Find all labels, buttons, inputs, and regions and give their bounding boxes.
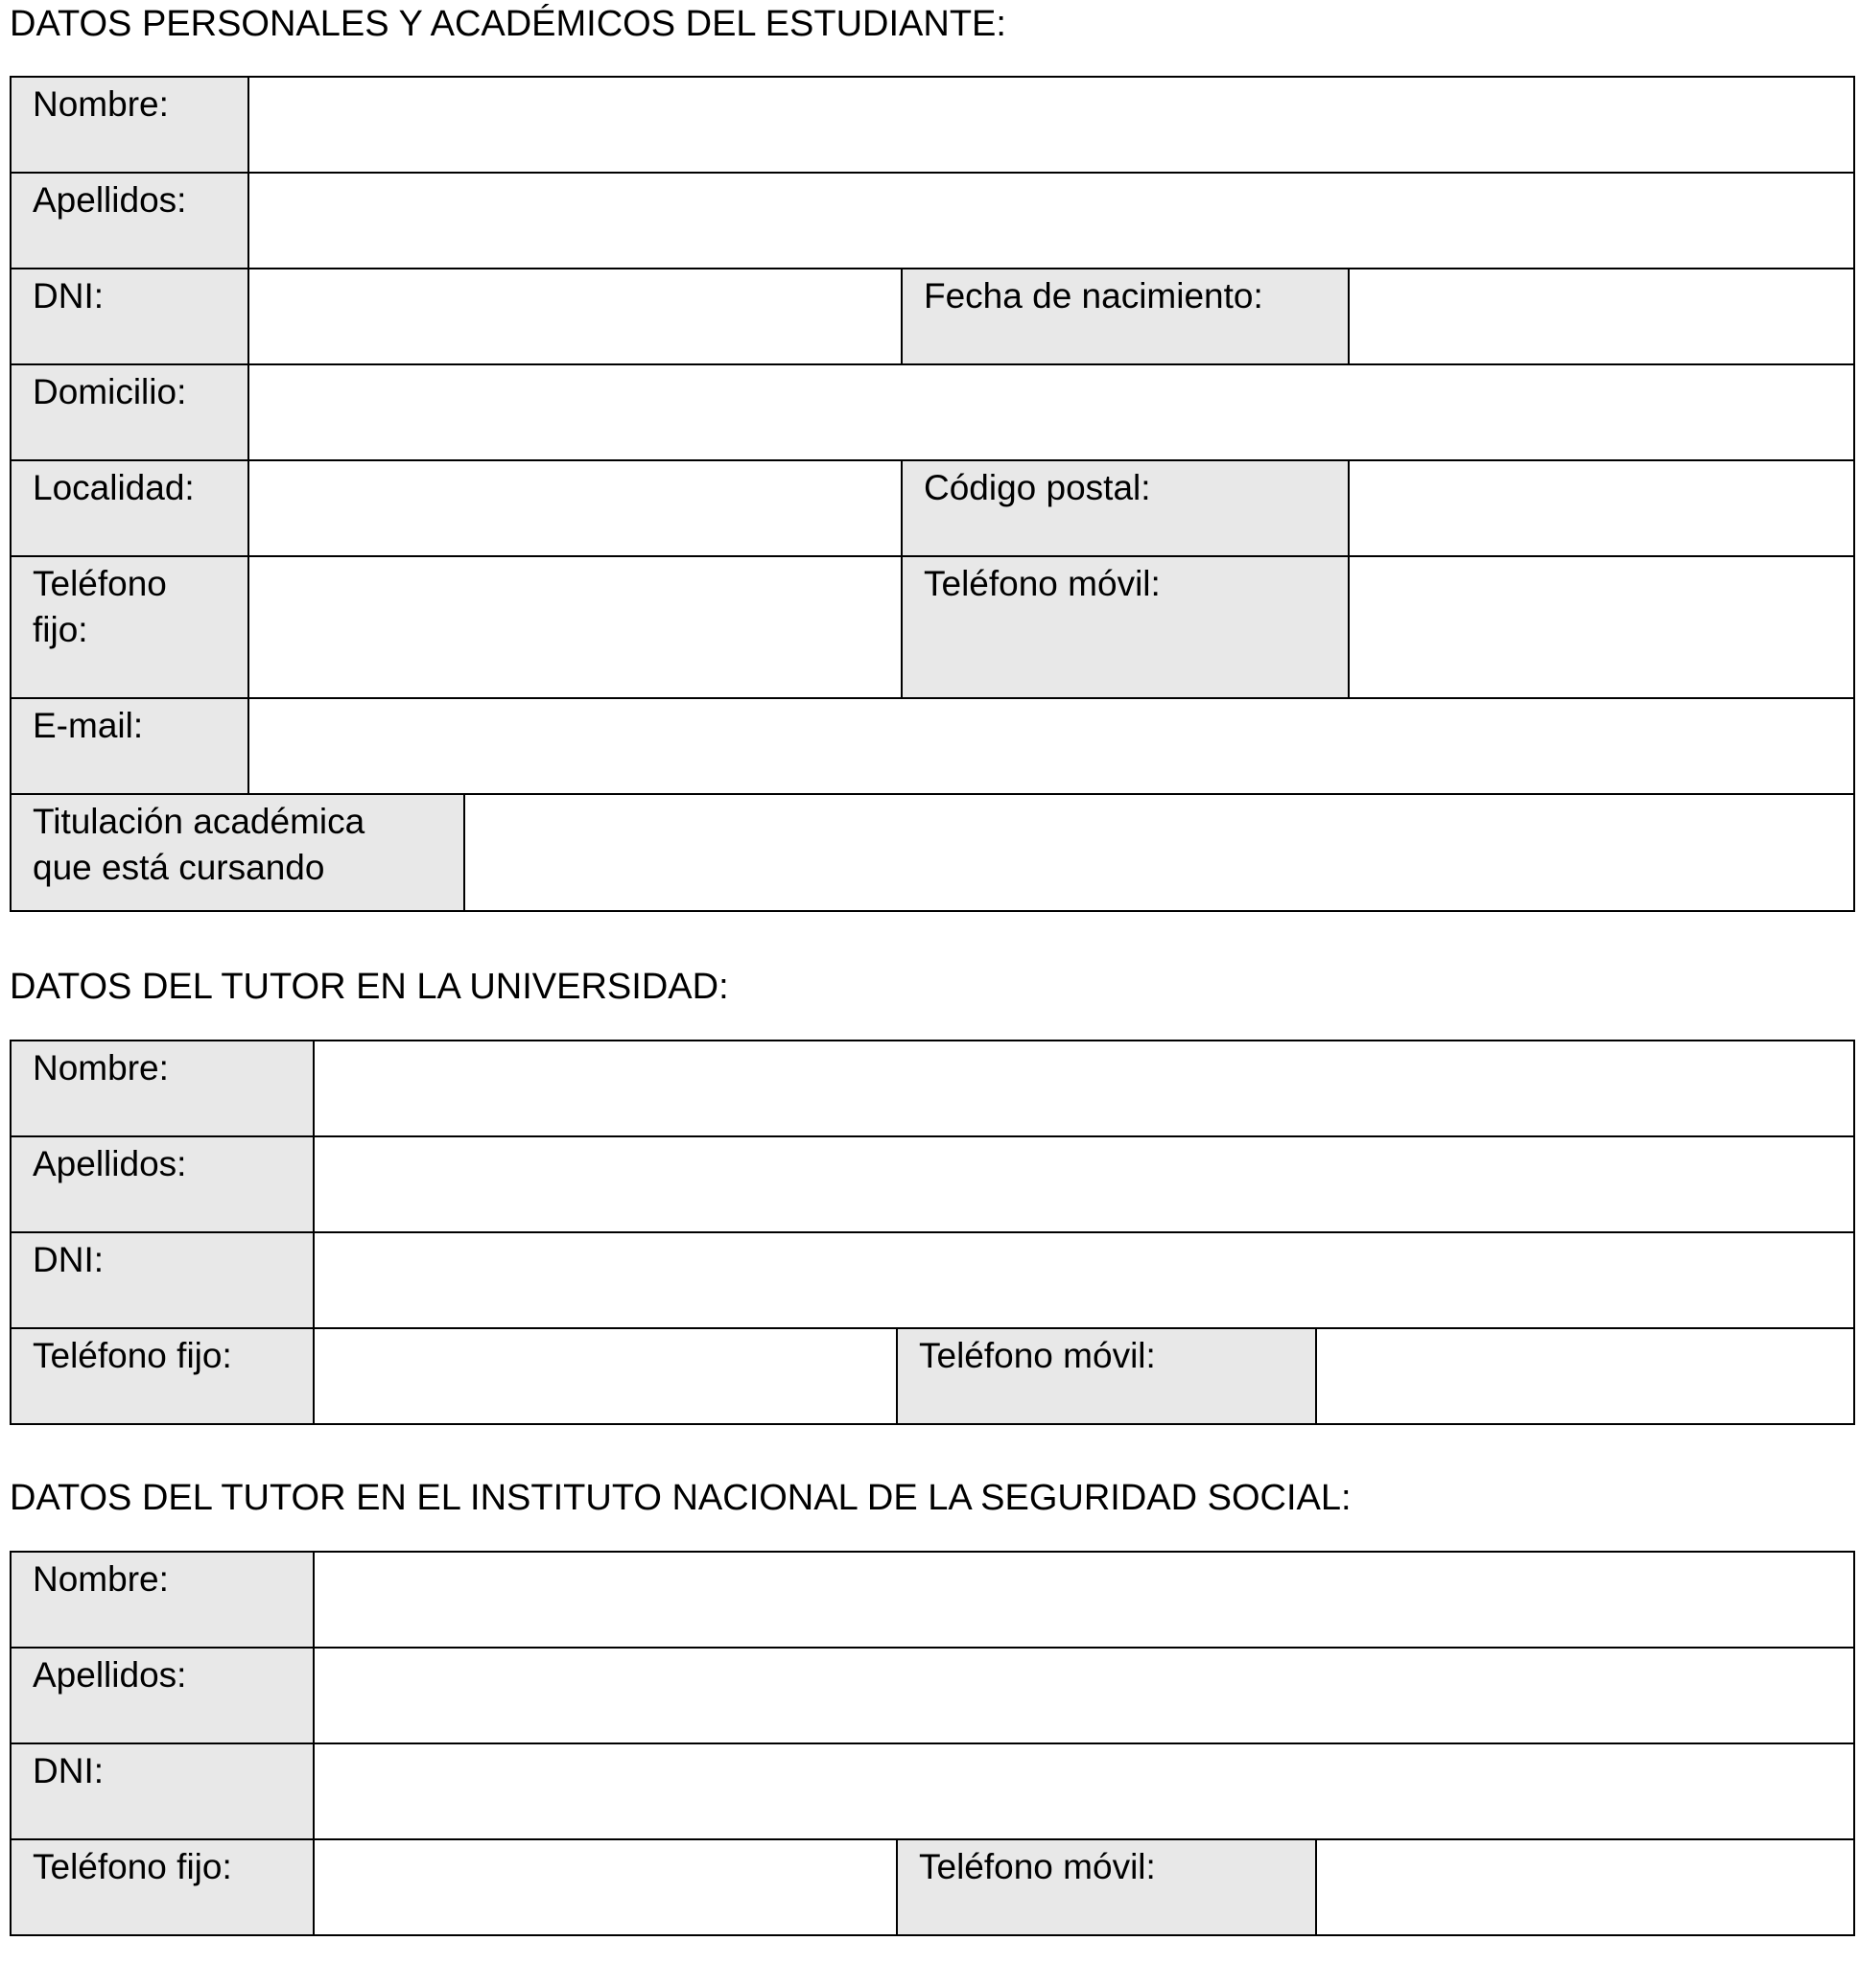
inss-tutor-telefono-movil-field[interactable]: [1316, 1839, 1854, 1935]
student-telefono-movil-field[interactable]: [1349, 556, 1854, 698]
university-tutor-telefono-fijo-field[interactable]: [314, 1328, 897, 1424]
university-tutor-nombre-label: Nombre:: [11, 1041, 314, 1136]
inss-tutor-telefono-movil-label: Teléfono móvil:: [897, 1839, 1316, 1935]
student-email-field[interactable]: [248, 698, 1854, 794]
inss-tutor-dni-label: DNI:: [11, 1743, 314, 1839]
university-tutor-dni-label: DNI:: [11, 1232, 314, 1328]
university-tutor-dni-field[interactable]: [314, 1232, 1854, 1328]
student-email-label: E-mail:: [11, 698, 248, 794]
student-dni-label: DNI:: [11, 269, 248, 364]
university-tutor-telefono-fijo-label: Teléfono fijo:: [11, 1328, 314, 1424]
student-titulacion-field[interactable]: [464, 794, 1854, 911]
inss-tutor-nombre-label: Nombre:: [11, 1552, 314, 1648]
student-row-titulacion: [11, 794, 1854, 911]
university-tutor-table: [10, 1040, 1855, 1425]
university-tutor-apellidos-label: Apellidos:: [11, 1136, 314, 1232]
university-tutor-telefono-movil-label: Teléfono móvil:: [897, 1328, 1316, 1424]
university-tutor-nombre-field[interactable]: [314, 1041, 1854, 1136]
student-telefono-fijo-label-line2: fijo:: [33, 610, 88, 649]
inss-tutor-row-nombre: [11, 1552, 1854, 1648]
student-dni-field[interactable]: [248, 269, 902, 364]
student-telefono-fijo-label-line1: Teléfono: [33, 564, 167, 603]
student-localidad-field[interactable]: [248, 460, 902, 556]
student-codigo-postal-label: Código postal:: [902, 460, 1349, 556]
student-titulacion-label-line1: Titulación académica: [33, 802, 365, 841]
student-domicilio-field[interactable]: [248, 364, 1854, 460]
inss-tutor-nombre-field[interactable]: [314, 1552, 1854, 1648]
student-codigo-postal-field[interactable]: [1349, 460, 1854, 556]
university-tutor-row-dni: [11, 1232, 1854, 1328]
student-fecha-nacimiento-field[interactable]: [1349, 269, 1854, 364]
inss-tutor-apellidos-field[interactable]: [314, 1648, 1854, 1743]
student-telefono-fijo-label: [11, 556, 248, 698]
student-apellidos-field[interactable]: [248, 173, 1854, 269]
university-tutor-section-heading: DATOS DEL TUTOR EN LA UNIVERSIDAD:: [10, 967, 729, 1007]
student-row-apellidos: [11, 173, 1854, 269]
student-data-table: [10, 76, 1855, 912]
student-domicilio-label: Domicilio:: [11, 364, 248, 460]
inss-tutor-telefono-fijo-field[interactable]: [314, 1839, 897, 1935]
student-row-dni: [11, 269, 1854, 364]
student-telefono-movil-label: Teléfono móvil:: [902, 556, 1349, 698]
university-tutor-row-nombre: [11, 1041, 1854, 1136]
student-row-localidad: [11, 460, 1854, 556]
student-apellidos-label: Apellidos:: [11, 173, 248, 269]
inss-tutor-row-dni: [11, 1743, 1854, 1839]
student-localidad-label: Localidad:: [11, 460, 248, 556]
student-section-heading: DATOS PERSONALES Y ACADÉMICOS DEL ESTUDIANTE:: [10, 4, 1006, 44]
student-titulacion-label-line2: que está cursando: [33, 848, 325, 887]
student-nombre-label: Nombre:: [11, 77, 248, 173]
student-telefono-fijo-field[interactable]: [248, 556, 902, 698]
student-row-domicilio: [11, 364, 1854, 460]
student-titulacion-label: [11, 794, 464, 911]
inss-tutor-row-telefonos: [11, 1839, 1854, 1935]
university-tutor-row-telefonos: [11, 1328, 1854, 1424]
inss-tutor-apellidos-label: Apellidos:: [11, 1648, 314, 1743]
student-row-telefonos: [11, 556, 1854, 698]
inss-tutor-dni-field[interactable]: [314, 1743, 1854, 1839]
university-tutor-apellidos-field[interactable]: [314, 1136, 1854, 1232]
university-tutor-telefono-movil-field[interactable]: [1316, 1328, 1854, 1424]
student-fecha-nacimiento-label: Fecha de nacimiento:: [902, 269, 1349, 364]
student-nombre-field[interactable]: [248, 77, 1854, 173]
university-tutor-row-apellidos: [11, 1136, 1854, 1232]
student-row-email: [11, 698, 1854, 794]
inss-tutor-telefono-fijo-label: Teléfono fijo:: [11, 1839, 314, 1935]
inss-tutor-table: [10, 1551, 1855, 1936]
inss-tutor-row-apellidos: [11, 1648, 1854, 1743]
inss-tutor-section-heading: DATOS DEL TUTOR EN EL INSTITUTO NACIONAL DE LA SEGURIDAD SOCIAL:: [10, 1478, 1352, 1518]
student-row-nombre: [11, 77, 1854, 173]
